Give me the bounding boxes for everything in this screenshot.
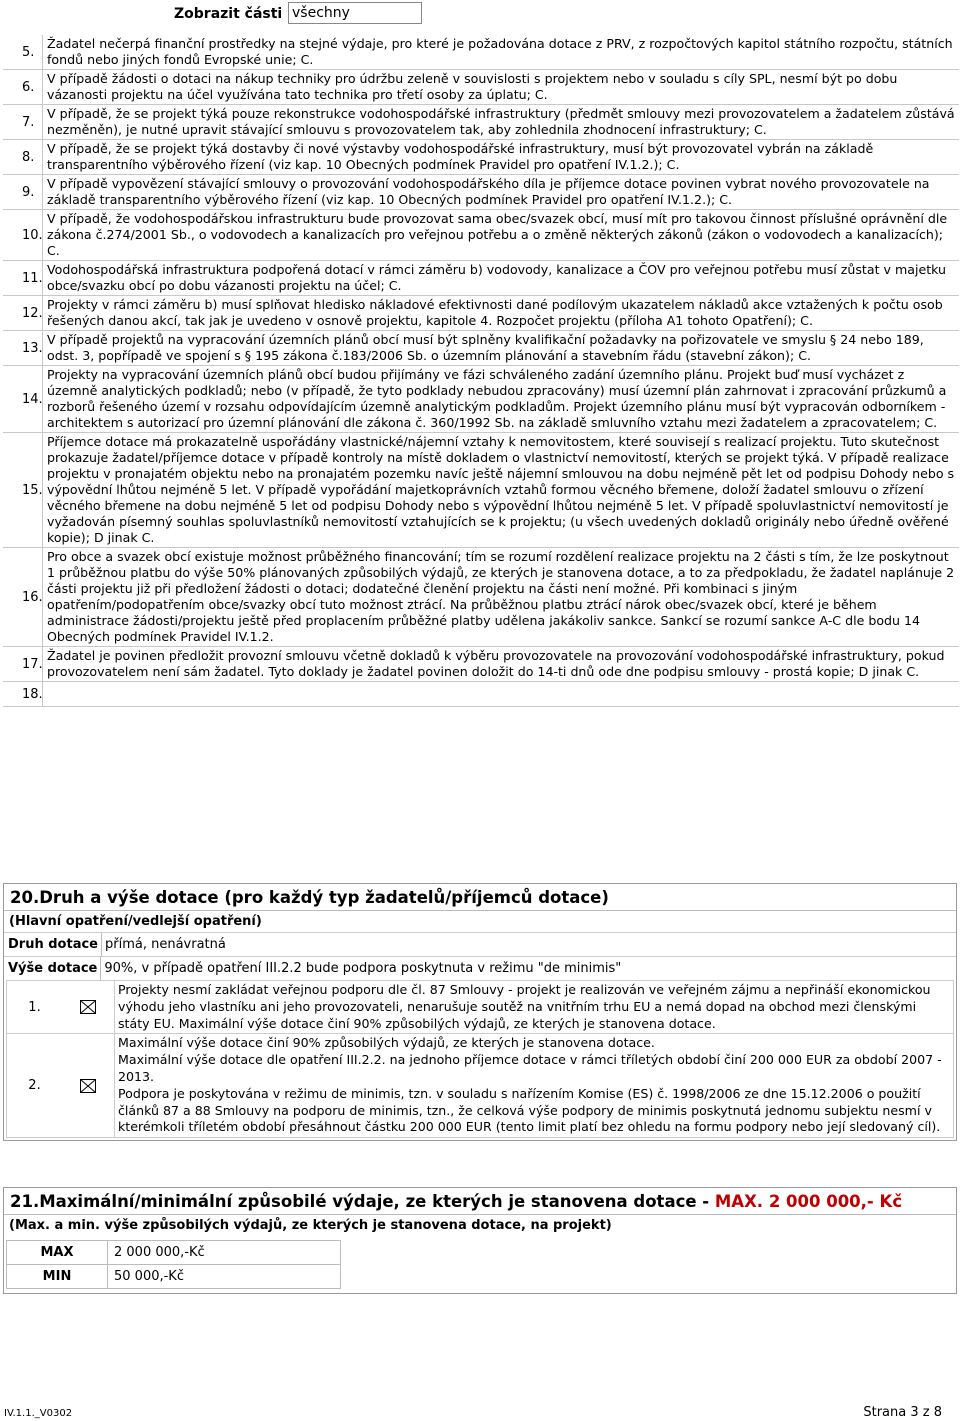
section-21-title [4,1188,956,1215]
druh-dotace-value: přímá, nenávratná [101,933,229,956]
condition-row [3,175,959,210]
filter-select[interactable]: všechny [288,2,422,24]
section-21 [3,1187,957,1294]
section-21-title-highlight: MAX. 2 000 000,- Kč [714,1192,903,1211]
condition-text: Projekty na vypracování územních plánů obcí budou přijímány ve fázi schváleného zadání územního plánu. Projekt buď musí vycházet z územně analytických podkladů; nebo (v případě, že tyto podklady nebudou zpracovány) musí územní plán zahrnovat i zpracování průzkumů a rozborů řešeného území v rozsahu odpovídajícím územně analytickým podkladům. Projekt územního plánu musí být vypracován odborníkem - architektem s autorizací pro územní plánování dle zákona č. 360/1992 Sb. na základě smluvního vztahu mezi žadatelem a zpracovatelem; C. [47,367,947,430]
condition-text: Vodohospodářská infrastruktura podpořená dotací v rámci záměru b) vodovody, kanalizace a ČOV pro veřejnou potřebu musí zůstat v majetku obce/svazku obcí po dobu vázanosti projektu na účel; C. [47,262,947,293]
vyse-dotace-value: 90%, v případě opatření III.2.2 bude podpora poskytnuta v režimu "de minimis" [100,957,624,980]
condition-row [3,433,959,548]
vyse-dotace-row [4,956,956,980]
condition-text: Žadatel je povinen předložit provozní smlouvu včetně dokladů k výběru provozovatele na provozování vodohospodářské infrastruktury, pokud provozovatelem není sám žadatel. Tyto doklady je žadatel povinen doložit do 14-ti dnů ode dne podpisu smlouvy - prostá kopie; D jinak C. [47,648,945,679]
checked-box-icon [80,1079,96,1093]
condition-row [3,682,959,707]
conditions-list [3,35,959,707]
condition-number: 5. [3,35,43,69]
druh-dotace-row [4,932,956,956]
max-min-table [6,1240,341,1289]
dotace-option-line: Projekty nesmí zakládat veřejnou podporu dle čl. 87 Smlouvy - projekt je realizován ve veřejném zájmu a nepřináší ekonomickou výhodu jeho vlastníku ani jeho provozovateli, nenarušuje soutěž na vnitřním trhu EU a nemá dopad na obchod mezi členskými státy EU. Maximální výše dotace činí 90% způsobilých výdajů, ze kterých je stanovena dotace. [118,982,931,1031]
section-20-subtitle: (Hlavní opatření/vedlejší opatření) [9,914,262,929]
dotace-option-number: 2. [28,1078,41,1094]
condition-number: 11. [3,261,43,295]
condition-row [3,105,959,140]
min-label: MIN [7,1265,108,1289]
section-21-subtitle: (Max. a min. výše způsobilých výdajů, ze kterých je stanovena dotace, na projekt) [9,1218,612,1233]
condition-number: 15. [3,433,43,547]
dotace-option-line: Maximální výše dotace dle opatření III.2.2. na jednoho příjemce dotace v rámci tříletých období činí 200 000 EUR za období 2007 - 2013. [118,1052,942,1084]
footer-page: Strana 3 z 8 [863,1405,942,1420]
filter-bar [0,0,960,30]
condition-number: 18. [3,682,43,706]
condition-text: Žadatel nečerpá finanční prostředky na stejné výdaje, pro které je požadována dotace z PRV, z rozpočtových kapitol státního rozpočtu, státních fondů nebo jiných fondů Evropské unie; C. [47,36,953,67]
druh-dotace-label: Druh dotace [8,937,98,952]
checked-box-icon [80,1000,96,1014]
vyse-dotace-label: Výše dotace [8,961,98,976]
section-20 [3,883,957,1141]
dotace-option-row [7,981,953,1033]
condition-text: Projekty v rámci záměru b) musí splňovat hledisko nákladové efektivnosti dané podílovým ukazatelem nákladů akce vztažených k počtu osob řešených danou akcí, tak jak je uvedeno v osnově projektu, kapitole 4. Rozpočet projektu (příloha A1 tohoto Opatření); C. [47,297,943,328]
max-row [7,1241,341,1265]
min-value: 50 000,-Kč [108,1265,341,1289]
condition-number: 7. [3,105,43,139]
condition-number: 6. [3,70,43,104]
condition-text: V případě, že se projekt týká dostavby či nové výstavby vodohospodářské infrastruktury, musí být provozovatel vybrán na základě transparentního výběrového řízení (viz kap. 10 Obecných podmínek Pravidel pro opatření IV.1.2.); C. [47,141,874,172]
condition-row [3,647,959,682]
dotace-option-checkbox[interactable] [62,981,114,1033]
options-box [6,980,954,1138]
dotace-option-row [7,1033,953,1137]
condition-text: V případě projektů na vypracování územních plánů obcí musí být splněny kvalifikační požadavky na pořizovatele ve smyslu § 24 nebo 189, odst. 3, popřípadě ve spojení s § 195 zákona č.183/2006 Sb. o územním plánování a stavebním řádu (stavební zákon); C. [47,332,924,363]
condition-row [3,548,959,647]
dotace-option-text [114,1034,953,1137]
condition-text [43,682,959,706]
condition-text: Příjemce dotace má prokazatelně uspořádány vlastnické/nájemní vztahy k nemovitostem, které souvisejí s realizací projektu. Tuto skutečnost prokazuje žadatel/příjemce dotace v případě kontroly na místě dokladem o vlastnictví nemovitostí, kterých se projekt týká. V případě realizace projektu v pronajatém objektu nebo na pronajatém pozemku navíc ještě nájemní smlouvou na dobu nejméně pět let od podpisu Dohody nebo s výpovědní lhůtou nejméně 5 let. V případě vypořádání majetkoprávních vztahů formou věcného břemene, doloží žadatel smlouvu o zřízení věcného břemene na dobu nejméně 5 let od podpisu Dohody nebo s výpovědní lhůtou nejméně 5 let. V případě spoluvlastnictví nemovitostí je vyžadován písemný souhlas spoluvlastníků nemovitostí vztahujících se k projektu; (u všech uvedených dokladů originály nebo úředně ověřené kopie); D jinak C. [47,434,955,545]
dotace-option-line: Podpora je poskytována v režimu de minimis, tzn. v souladu s nařízením Komise (ES) č. 1998/2006 ze dne 15.12.2006 o použití článků 87 a 88 Smlouvy na podporu de minimis, tzn., že celková výše podpory de minimis poskytnutá jednomu subjektu nesmí v kterémkoli tříletém období přesáhnout částku 200 000 EUR (tento limit platí bez ohledu na formu podpory nebo její sledovaný cíl). [118,1085,941,1135]
condition-text: V případě vypovězení stávající smlouvy o provozování vodohospodářského díla je příjemce dotace povinen vybrat nového provozovatele na základě transparentního výběrového řízení (viz kap. 10 Obecných podmínek Pravidel pro opatření IV.1.2.); C. [47,176,930,207]
max-label: MAX [7,1241,108,1265]
filter-label: Zobrazit části [174,6,283,22]
condition-row [3,331,959,366]
dotace-option-number: 1. [28,999,41,1015]
condition-number: 10. [3,210,43,260]
condition-number: 16. [3,548,43,646]
section-20-title: 20.Druh a výše dotace (pro každý typ žadatelů/příjemců dotace) [4,884,956,911]
footer-code: IV.1.1._V0302 [4,1408,73,1419]
dotace-option-checkbox[interactable] [62,1034,114,1137]
condition-text: Pro obce a svazek obcí existuje možnost průběžného financování; tím se rozumí rozdělení realizace projektu na 2 části s tím, že lze poskytnout 1 průběžnou platbu do výše 50% plánovaných způsobilých výdajů, ze kterých je stanovena dotace, a to za předpokladu, že žadatel naplánuje 2 části projektu již při předložení žádosti o dotaci; dodatečné členění projektu na části není možné. Při kombinaci s jiným opatřením/podopatřením obce/svazky obcí tuto možnost ztrácí. Na průběžnou platbu ztrácí nárok obec/svazek obcí, které je během administrace žádosti/projektu ještě před proplacením průběžné platby udělena jakákoliv sankce. Sankcí se rozumí sankce A-C dle bodu 14 Obecných podmínek Pravidel IV.1.2. [47,549,955,644]
condition-text: V případě žádosti o dotaci na nákup techniky pro údržbu zeleně v souvislosti s projektem nebo v souladu s cíly SPL, nesmí být po dobu vázanosti projektu na účel využívána tato technika pro třetí osoby za úplatu; C. [47,71,898,102]
condition-row [3,296,959,331]
condition-number: 8. [3,140,43,174]
dotace-option-text [114,981,953,1033]
condition-text: V případě, že se projekt týká pouze rekonstrukce vodohospodářské infrastruktury (předmět smlouvy mezi provozovatelem a žadatelem zůstává nezměněn), je nutné upravit stávající smlouvu s provozovatelem tak, aby zohlednila zhodnocení infrastruktury; C. [47,106,955,137]
dotace-option-line: Maximální výše dotace činí 90% způsobilých výdajů, ze kterých je stanovena dotace. [118,1035,655,1051]
condition-number: 14. [3,366,43,432]
condition-number: 9. [3,175,43,209]
condition-number: 12. [3,296,43,330]
condition-row [3,35,959,70]
condition-row [3,366,959,433]
condition-number: 17. [3,647,43,681]
condition-row [3,210,959,261]
condition-number: 13. [3,331,43,365]
section-21-title-main: 21.Maximální/minimální způsobilé výdaje, ze kterých je stanovena dotace - [10,1192,715,1211]
condition-row [3,140,959,175]
condition-text: V případě, že vodohospodářskou infrastrukturu bude provozovat sama obec/svazek obcí, musí mít pro takovou činnost příslušné oprávnění dle zákona č.274/2001 Sb., o vodovodech a kanalizacích pro veřejnou potřebu a o změně některých zákonů (zákon o vodovodech a kanalizacích); C. [47,211,948,258]
condition-row [3,70,959,105]
max-value: 2 000 000,-Kč [108,1241,341,1265]
condition-row [3,261,959,296]
min-row [7,1265,341,1289]
